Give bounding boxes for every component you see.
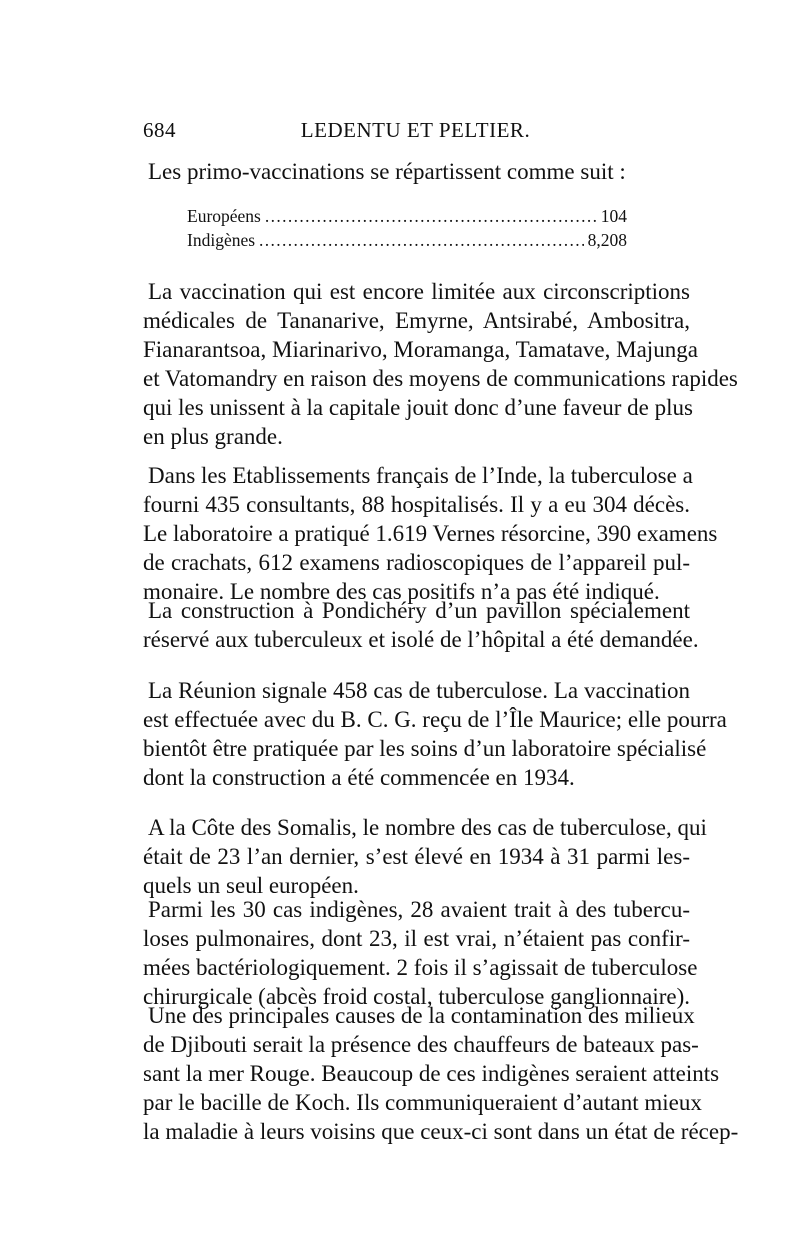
paragraph-somalis xyxy=(143,813,707,900)
text-line: de Djibouti serait la présence des chauffeurs de bateaux pas- xyxy=(143,1032,699,1057)
text-line: de crachats, 612 examens radioscopiques de l’appareil pul- xyxy=(143,550,690,575)
text-line: monaire. Le nombre des cas positifs n’a pas été indiqué. xyxy=(143,579,660,604)
text-line: dont la construction a été commencée en 1934. xyxy=(143,765,575,790)
table-row xyxy=(187,228,627,252)
row-label: Indigènes xyxy=(187,230,256,250)
text-line: Parmi les 30 cas indigènes, 28 avaient trait à des tubercu- xyxy=(148,897,690,922)
text-line: médicales de Tananarive, Emyrne, Antsirabé, Ambositra, xyxy=(143,308,690,333)
text-line: fourni 435 consultants, 88 hospitalisés. Il y a eu 304 décès. xyxy=(143,492,690,517)
text-line: La Réunion signale 458 cas de tuberculose. La vaccination xyxy=(148,678,690,703)
text-line: était de 23 l’an dernier, s’est élevé en 1934 à 31 parmi les- xyxy=(143,844,690,869)
text-line: loses pulmonaires, dont 23, il est vrai, n’étaient pas confir- xyxy=(143,926,690,951)
text-line: et Vatomandry en raison des moyens de communications rapides xyxy=(143,366,738,391)
text-line: la maladie à leurs voisins que ceux-ci sont dans un état de récep- xyxy=(143,1119,739,1144)
paragraph-reunion xyxy=(143,676,727,792)
intro-line: Les primo-vaccinations se répartissent comme suit : xyxy=(148,159,626,184)
row-value: 104 xyxy=(600,206,627,226)
paragraph-indigenes xyxy=(143,895,698,1011)
leader-dots xyxy=(259,228,584,252)
row-label: Européens xyxy=(187,206,261,226)
text-line: est effectuée avec du B. C. G. reçu de l’Île Maurice; elle pourra xyxy=(143,707,727,732)
page-header xyxy=(143,118,688,148)
text-line: bientôt être pratiquée par les soins d’un laboratoire spécialisé xyxy=(143,736,707,761)
running-title: LEDENTU ET PELTIER. xyxy=(300,118,531,142)
table-row xyxy=(187,204,627,228)
vaccination-table xyxy=(187,204,627,252)
text-line: Fianarantsoa, Miarinarivo, Moramanga, Tamatave, Majunga xyxy=(143,337,698,362)
text-line: mées bactériologiquement. 2 fois il s’agissait de tuberculose xyxy=(143,955,698,980)
paragraph-madagascar xyxy=(143,277,738,451)
text-line: La vaccination qui est encore limitée aux circonscriptions xyxy=(148,279,690,304)
paragraph-inde xyxy=(143,461,718,606)
text-line: Une des principales causes de la contamination des milieux xyxy=(148,1003,695,1028)
leader-dots xyxy=(265,204,597,228)
text-line: chirurgicale (abcès froid costal, tuberculose ganglionnaire). xyxy=(143,984,690,1009)
text-line: sant la mer Rouge. Beaucoup de ces indigènes seraient atteints xyxy=(143,1061,720,1086)
text-line: réservé aux tuberculeux et isolé de l’hôpital a été demandée. xyxy=(143,627,699,652)
paragraph-djibouti xyxy=(143,1001,739,1146)
page-number: 684 xyxy=(143,118,176,142)
text-line: La construction à Pondichéry d’un pavillon spécialement xyxy=(148,598,690,623)
text-line: quels un seul européen. xyxy=(143,873,359,898)
paragraph-pondichery xyxy=(143,596,699,654)
row-value: 8,208 xyxy=(587,230,627,250)
text-line: Le laboratoire a pratiqué 1.619 Vernes résorcine, 390 examens xyxy=(143,521,718,546)
text-line: par le bacille de Koch. Ils communiqueraient d’autant mieux xyxy=(143,1090,702,1115)
text-line: en plus grande. xyxy=(143,424,283,449)
text-line: qui les unissent à la capitale jouit donc d’une faveur de plus xyxy=(143,395,693,420)
text-line: A la Côte des Somalis, le nombre des cas de tuberculose, qui xyxy=(148,815,707,840)
text-line: Dans les Etablissements français de l’Inde, la tuberculose a xyxy=(148,463,693,488)
